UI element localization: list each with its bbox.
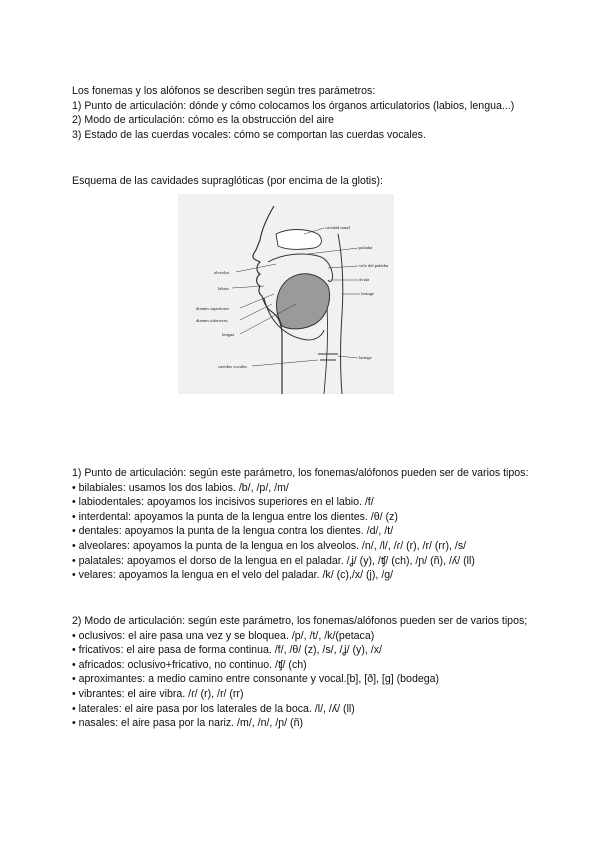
section1-item: • dentales: apoyamos la punta de la lengua contra los dientes. /d/, /t/ (72, 525, 394, 538)
vocal-tract-svg (178, 194, 394, 394)
section2-item: • laterales: el aire pasa por los laterales de la boca. /l/, /ʎ/ (ll) (72, 702, 355, 715)
label-lengua: lengua (222, 332, 235, 337)
label-dientes-inferiores: dientes inferiores (196, 318, 228, 323)
label-dientes-superiores: dientes superiores (196, 306, 230, 311)
section1-item: • labiodentales: apoyamos los incisivos superiores en el labio. /f/ (72, 496, 374, 509)
section2-item: • africados: oclusivo+fricativo, no continuo. /ʧ/ (ch) (72, 658, 307, 671)
intro-line-2: 1) Punto de articulación: dónde y cómo colocamos los órganos articulatorios (labios, lengua...) (72, 99, 515, 112)
label-faringe: faringe (361, 291, 375, 296)
label-labios: labios (218, 286, 229, 291)
vocal-tract-diagram (178, 194, 394, 394)
section2-item: • oclusivos: el aire pasa una vez y se bloquea. /p/, /t/, /k/(petaca) (72, 629, 375, 642)
intro-line-1: Los fonemas y los alófonos se describen según tres parámetros: (72, 85, 376, 97)
scheme-caption: Esquema de las cavidades supraglóticas (por encima de la glotis): (72, 175, 383, 187)
nasal-cavity-shape (276, 230, 321, 250)
section2-item: • vibrantes: el aire vibra. /ɾ/ (r), /r/ (rr) (72, 687, 244, 700)
label-paladar: paladar (359, 245, 373, 250)
section1-item: • bilabiales: usamos los dos labios. /b/, /p/, /m/ (72, 481, 289, 494)
label-cavidad-nasal: cavidad nasal (325, 225, 350, 230)
section2-item: • aproximantes: a medio camino entre consonante y vocal.[b], [ð], [g] (bodega) (72, 673, 440, 686)
section1-title: 1) Punto de articulación: según este parámetro, los fonemas/alófonos pueden ser de varios tipos: (72, 467, 529, 479)
section1-item: • alveolares: apoyamos la punta de la lengua en los alveolos. /n/, /l/, /ɾ/ (r), /r/ (rr), /s/ (72, 539, 467, 552)
scheme-caption-block (72, 174, 542, 189)
label-cuerdas-vocales: cuerdas vocales (218, 364, 247, 369)
section2-item: • fricativos: el aire pasa de forma continua. /f/, /θ/ (z), /s/, /ʝ/ (y), /x/ (72, 644, 382, 657)
section1-item: • velares: apoyamos la lengua en el velo del paladar. /k/ (c),/x/ (j), /g/ (72, 569, 394, 582)
section2-title: 2) Modo de articulación: según este parámetro, los fonemas/alófonos pueden ser de varios tipos; (72, 615, 528, 627)
label-uvula: úvula (359, 277, 370, 282)
section1-item: • palatales: apoyamos el dorso de la lengua en el paladar. /ʝ/ (y), /ʧ/ (ch), /ɲ/ (ñ), /ʎ/ (ll) (72, 554, 475, 567)
section1-item: • interdental: apoyamos la punta de la lengua entre los dientes. /θ/ (z) (72, 510, 398, 523)
label-laringe: laringe (359, 355, 372, 360)
section2-item: • nasales: el aire pasa por la nariz. /m/, /n/, /ɲ/ (ñ) (72, 717, 303, 730)
intro-line-4: 3) Estado de las cuerdas vocales: cómo se comportan las cuerdas vocales. (72, 128, 426, 141)
label-velo: velo del paladar (359, 263, 389, 268)
intro-block (72, 84, 542, 142)
label-alveolos: alveolos (214, 270, 230, 275)
section-point-of-articulation (72, 466, 542, 583)
section-manner-of-articulation (72, 614, 542, 731)
intro-line-3: 2) Modo de articulación: cómo es la obstrucción del aire (72, 114, 335, 127)
